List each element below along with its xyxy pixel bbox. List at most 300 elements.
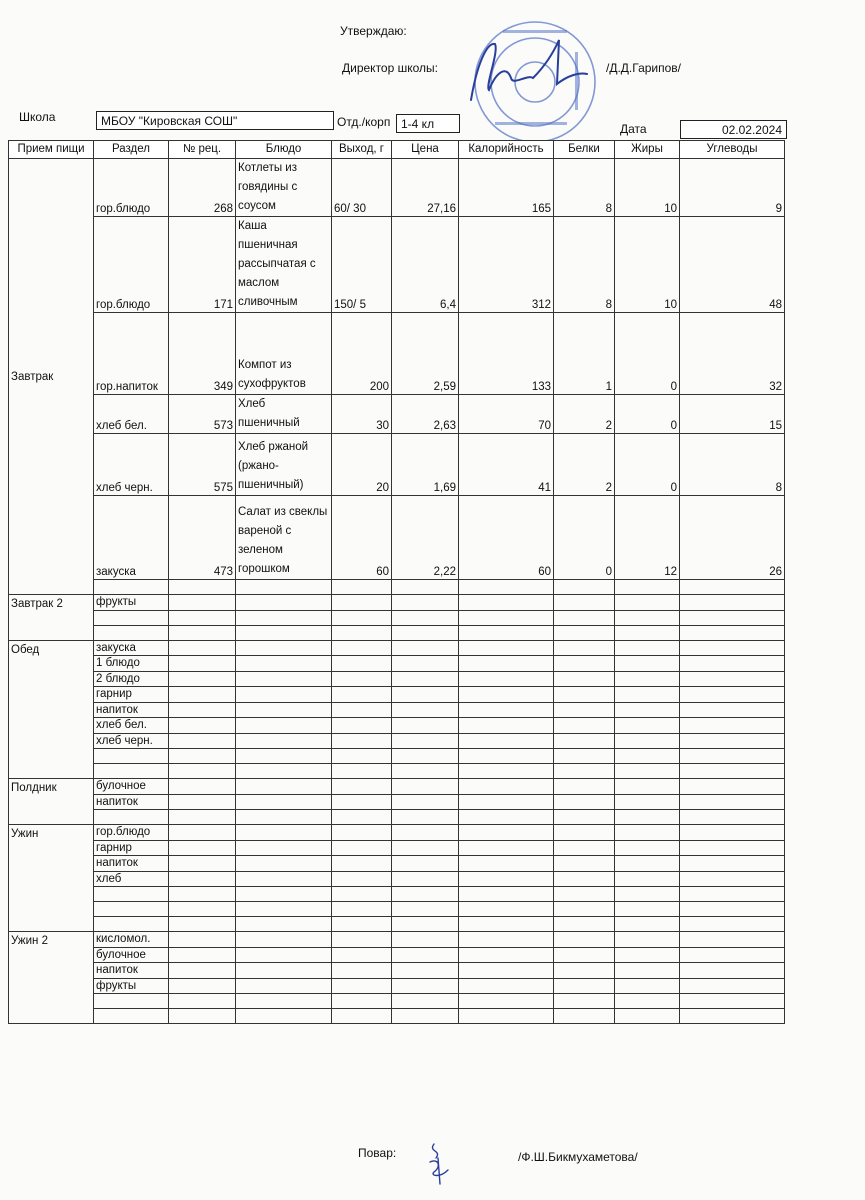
empty-cell[interactable] (169, 779, 236, 795)
date-field[interactable]: 02.02.2024 (680, 120, 787, 139)
empty-cell[interactable] (392, 702, 459, 718)
empty-cell[interactable] (392, 749, 459, 764)
empty-cell[interactable] (236, 994, 332, 1009)
empty-cell[interactable] (94, 887, 169, 902)
empty-cell[interactable] (236, 917, 332, 932)
empty-cell[interactable] (680, 963, 785, 979)
empty-cell[interactable] (392, 779, 459, 795)
empty-cell[interactable] (169, 749, 236, 764)
empty-cell[interactable] (615, 825, 680, 841)
empty-cell[interactable] (615, 656, 680, 672)
empty-cell[interactable] (392, 671, 459, 687)
cell-section[interactable]: гор.блюдо (94, 217, 169, 313)
empty-cell[interactable] (680, 749, 785, 764)
cell-kcal[interactable]: 41 (459, 434, 554, 496)
empty-cell[interactable] (615, 779, 680, 795)
empty-cell[interactable] (459, 1009, 554, 1024)
cell-yield[interactable]: 60 (332, 496, 392, 580)
cell-recipe[interactable]: 268 (169, 159, 236, 217)
empty-cell[interactable] (392, 871, 459, 887)
empty-cell[interactable] (392, 687, 459, 703)
empty-cell[interactable] (459, 794, 554, 810)
empty-cell[interactable] (169, 610, 236, 625)
empty-cell[interactable] (332, 656, 392, 672)
empty-cell[interactable] (169, 840, 236, 856)
empty-cell[interactable] (169, 718, 236, 734)
empty-cell[interactable] (169, 887, 236, 902)
empty-cell[interactable] (169, 932, 236, 948)
empty-cell[interactable] (236, 840, 332, 856)
empty-cell[interactable] (332, 1009, 392, 1024)
empty-cell[interactable] (332, 640, 392, 656)
empty-cell[interactable] (680, 947, 785, 963)
cell-yield[interactable]: 60/ 30 (332, 159, 392, 217)
empty-cell[interactable] (236, 625, 332, 640)
empty-cell[interactable] (94, 810, 169, 825)
empty-cell[interactable] (169, 702, 236, 718)
empty-cell[interactable] (459, 671, 554, 687)
empty-cell[interactable] (392, 1009, 459, 1024)
cell-carbs[interactable]: 9 (680, 159, 785, 217)
empty-cell[interactable] (554, 687, 615, 703)
cell-recipe[interactable]: 573 (169, 395, 236, 434)
empty-cell[interactable] (615, 963, 680, 979)
empty-cell[interactable] (615, 687, 680, 703)
empty-cell[interactable] (332, 810, 392, 825)
empty-cell[interactable] (680, 932, 785, 948)
empty-cell[interactable] (554, 840, 615, 856)
empty-cell[interactable] (459, 871, 554, 887)
cell-yield[interactable]: 30 (332, 395, 392, 434)
empty-cell[interactable] (459, 625, 554, 640)
empty-cell[interactable] (332, 749, 392, 764)
empty-cell[interactable] (236, 902, 332, 917)
empty-cell[interactable] (332, 595, 392, 611)
empty-cell[interactable] (680, 978, 785, 994)
column-header: Выход, г (332, 141, 392, 159)
empty-cell[interactable] (332, 671, 392, 687)
empty-cell[interactable] (554, 963, 615, 979)
empty-cell[interactable] (459, 733, 554, 749)
empty-cell[interactable] (332, 856, 392, 872)
empty-cell[interactable] (615, 749, 680, 764)
school-field[interactable]: МБОУ "Кировская СОШ" (96, 111, 334, 130)
empty-cell[interactable] (615, 733, 680, 749)
empty-cell[interactable] (615, 947, 680, 963)
empty-cell[interactable] (554, 887, 615, 902)
empty-cell[interactable] (554, 825, 615, 841)
empty-cell[interactable] (680, 994, 785, 1009)
empty-cell[interactable] (236, 887, 332, 902)
empty-cell[interactable] (94, 902, 169, 917)
cell-yield[interactable]: 20 (332, 434, 392, 496)
empty-cell[interactable] (680, 917, 785, 932)
empty-cell[interactable] (169, 1009, 236, 1024)
empty-cell[interactable] (169, 902, 236, 917)
cell-dish[interactable]: Компот из сухофруктов (236, 313, 332, 395)
empty-cell[interactable] (554, 779, 615, 795)
empty-cell[interactable] (615, 1009, 680, 1024)
empty-cell[interactable] (392, 840, 459, 856)
school-stamp (455, 12, 605, 147)
empty-cell[interactable] (169, 994, 236, 1009)
empty-cell[interactable] (332, 840, 392, 856)
cell-protein[interactable]: 8 (554, 159, 615, 217)
empty-cell[interactable] (236, 794, 332, 810)
cell-protein[interactable]: 8 (554, 217, 615, 313)
empty-cell[interactable] (459, 718, 554, 734)
cell-fat[interactable]: 10 (615, 217, 680, 313)
empty-cell[interactable] (169, 963, 236, 979)
empty-cell[interactable] (680, 902, 785, 917)
empty-cell[interactable] (680, 764, 785, 779)
empty-cell[interactable] (236, 718, 332, 734)
empty-cell[interactable] (332, 794, 392, 810)
empty-cell[interactable] (169, 687, 236, 703)
empty-cell[interactable] (392, 994, 459, 1009)
empty-cell[interactable] (554, 671, 615, 687)
empty-cell[interactable] (680, 825, 785, 841)
empty-cell[interactable] (392, 825, 459, 841)
empty-cell[interactable] (236, 978, 332, 994)
empty-cell[interactable] (680, 656, 785, 672)
cell-price[interactable]: 1,69 (392, 434, 459, 496)
empty-cell[interactable] (615, 887, 680, 902)
empty-cell[interactable] (459, 640, 554, 656)
empty-cell[interactable] (169, 595, 236, 611)
cell-protein[interactable]: 0 (554, 496, 615, 580)
empty-cell[interactable] (459, 978, 554, 994)
cell-carbs[interactable]: 8 (680, 434, 785, 496)
empty-cell[interactable] (392, 625, 459, 640)
table-row (9, 810, 785, 825)
empty-cell[interactable] (554, 595, 615, 611)
empty-cell[interactable] (332, 825, 392, 841)
empty-cell[interactable] (169, 871, 236, 887)
empty-cell[interactable] (680, 840, 785, 856)
cell-yield[interactable]: 150/ 5 (332, 217, 392, 313)
empty-cell[interactable] (554, 1009, 615, 1024)
empty-cell[interactable] (554, 978, 615, 994)
cell-kcal[interactable]: 60 (459, 496, 554, 580)
empty-cell[interactable] (615, 978, 680, 994)
empty-cell[interactable] (680, 794, 785, 810)
cell-kcal[interactable]: 312 (459, 217, 554, 313)
empty-cell[interactable] (459, 887, 554, 902)
empty-cell[interactable] (392, 963, 459, 979)
empty-cell[interactable] (236, 702, 332, 718)
empty-cell[interactable] (680, 733, 785, 749)
empty-cell[interactable] (554, 932, 615, 948)
empty-cell[interactable] (392, 917, 459, 932)
table-row (9, 1009, 785, 1024)
cell-price[interactable]: 2,59 (392, 313, 459, 395)
empty-cell[interactable] (554, 994, 615, 1009)
empty-cell[interactable] (554, 718, 615, 734)
empty-cell[interactable] (615, 625, 680, 640)
empty-cell[interactable] (392, 733, 459, 749)
cell-yield[interactable]: 200 (332, 313, 392, 395)
empty-cell[interactable] (236, 610, 332, 625)
empty-cell[interactable] (615, 718, 680, 734)
empty-cell[interactable] (459, 749, 554, 764)
empty-cell[interactable] (615, 671, 680, 687)
empty-cell[interactable] (94, 764, 169, 779)
empty-cell[interactable] (615, 932, 680, 948)
empty-cell[interactable] (169, 794, 236, 810)
empty-cell[interactable] (94, 1009, 169, 1024)
cell-kcal[interactable]: 133 (459, 313, 554, 395)
empty-cell[interactable] (680, 856, 785, 872)
empty-cell[interactable] (615, 994, 680, 1009)
cell-recipe[interactable]: 473 (169, 496, 236, 580)
empty-cell[interactable] (332, 718, 392, 734)
empty-cell[interactable] (236, 733, 332, 749)
empty-cell[interactable] (332, 902, 392, 917)
cell-section[interactable]: хлеб черн. (94, 434, 169, 496)
cell-kcal[interactable]: 165 (459, 159, 554, 217)
empty-cell[interactable] (554, 610, 615, 625)
cell-section[interactable]: закуска (94, 496, 169, 580)
empty-cell[interactable] (392, 595, 459, 611)
empty-cell[interactable] (680, 671, 785, 687)
cell-fat[interactable]: 12 (615, 496, 680, 580)
cell-carbs[interactable]: 26 (680, 496, 785, 580)
empty-cell[interactable] (392, 656, 459, 672)
empty-cell[interactable] (615, 595, 680, 611)
cell-section[interactable]: хлеб бел. (94, 395, 169, 434)
empty-cell[interactable] (680, 625, 785, 640)
empty-cell[interactable] (459, 856, 554, 872)
empty-cell[interactable] (236, 1009, 332, 1024)
empty-cell[interactable] (392, 902, 459, 917)
empty-cell[interactable] (236, 871, 332, 887)
empty-cell[interactable] (554, 947, 615, 963)
empty-cell[interactable] (459, 932, 554, 948)
empty-cell[interactable] (680, 810, 785, 825)
cell-recipe[interactable]: 349 (169, 313, 236, 395)
empty-cell[interactable] (94, 610, 169, 625)
cell-dish[interactable]: Хлеб ржаной (ржано-пшеничный) (236, 434, 332, 496)
empty-cell[interactable] (680, 702, 785, 718)
empty-cell[interactable] (94, 917, 169, 932)
cell-protein[interactable]: 2 (554, 434, 615, 496)
empty-cell[interactable] (236, 947, 332, 963)
empty-cell[interactable] (94, 625, 169, 640)
empty-cell[interactable] (615, 610, 680, 625)
cell-section: напиток (94, 856, 169, 872)
empty-cell[interactable] (169, 810, 236, 825)
empty-cell[interactable] (236, 671, 332, 687)
empty-cell[interactable] (459, 917, 554, 932)
cell-section[interactable]: гор.напиток (94, 313, 169, 395)
empty-cell[interactable] (169, 856, 236, 872)
empty-cell[interactable] (554, 749, 615, 764)
cell-carbs[interactable]: 15 (680, 395, 785, 434)
empty-cell[interactable] (680, 640, 785, 656)
cell-carbs[interactable]: 32 (680, 313, 785, 395)
empty-cell[interactable] (392, 810, 459, 825)
table-row (9, 764, 785, 779)
empty-cell[interactable] (459, 779, 554, 795)
empty-cell[interactable] (680, 779, 785, 795)
empty-cell[interactable] (332, 887, 392, 902)
empty-cell[interactable] (332, 978, 392, 994)
empty-cell[interactable] (332, 947, 392, 963)
empty-cell[interactable] (392, 764, 459, 779)
empty-cell[interactable] (459, 947, 554, 963)
empty-cell[interactable] (392, 856, 459, 872)
empty-cell[interactable] (169, 733, 236, 749)
empty-cell[interactable] (169, 671, 236, 687)
empty-cell[interactable] (392, 794, 459, 810)
cell-protein[interactable]: 2 (554, 395, 615, 434)
cell-protein[interactable]: 1 (554, 313, 615, 395)
empty-cell[interactable] (236, 656, 332, 672)
empty-cell[interactable] (392, 887, 459, 902)
empty-cell[interactable] (459, 687, 554, 703)
empty-cell[interactable] (459, 963, 554, 979)
empty-cell[interactable] (169, 825, 236, 841)
empty-cell[interactable] (554, 902, 615, 917)
empty-cell[interactable] (459, 764, 554, 779)
empty-cell[interactable] (459, 810, 554, 825)
cell-dish[interactable]: Салат из свеклы вареной с зеленом горошком (236, 496, 332, 580)
empty-cell[interactable] (615, 871, 680, 887)
empty-cell[interactable] (615, 764, 680, 779)
empty-cell[interactable] (459, 825, 554, 841)
empty-cell[interactable] (332, 779, 392, 795)
empty-cell[interactable] (392, 640, 459, 656)
empty-cell[interactable] (169, 947, 236, 963)
empty-cell[interactable] (332, 932, 392, 948)
empty-cell[interactable] (554, 656, 615, 672)
empty-cell[interactable] (459, 656, 554, 672)
empty-cell[interactable] (680, 887, 785, 902)
empty-cell[interactable] (236, 687, 332, 703)
empty-cell[interactable] (615, 917, 680, 932)
empty-cell[interactable] (615, 640, 680, 656)
empty-cell[interactable] (680, 718, 785, 734)
empty-cell[interactable] (236, 764, 332, 779)
empty-cell[interactable] (680, 687, 785, 703)
cell-carbs[interactable]: 48 (680, 217, 785, 313)
empty-cell[interactable] (615, 810, 680, 825)
empty-cell[interactable] (680, 871, 785, 887)
empty-cell[interactable] (459, 994, 554, 1009)
empty-cell[interactable] (459, 595, 554, 611)
empty-cell[interactable] (332, 917, 392, 932)
cell-fat[interactable]: 0 (615, 313, 680, 395)
cell-price[interactable]: 2,22 (392, 496, 459, 580)
empty-cell[interactable] (615, 856, 680, 872)
cell-price[interactable]: 2,63 (392, 395, 459, 434)
empty-cell[interactable] (680, 1009, 785, 1024)
cell-fat[interactable]: 0 (615, 434, 680, 496)
cell-price[interactable]: 27,16 (392, 159, 459, 217)
empty-cell[interactable] (392, 932, 459, 948)
empty-cell[interactable] (615, 794, 680, 810)
cell-section[interactable]: гор.блюдо (94, 159, 169, 217)
empty-cell[interactable] (236, 963, 332, 979)
cell-fat[interactable]: 0 (615, 395, 680, 434)
table-row (9, 978, 785, 994)
cell-recipe[interactable]: 171 (169, 217, 236, 313)
empty-cell[interactable] (554, 856, 615, 872)
empty-cell[interactable] (680, 595, 785, 611)
cell-dish[interactable]: Хлеб пшеничный (236, 395, 332, 434)
cell-dish[interactable]: Котлеты из говядины с соусом (236, 159, 332, 217)
empty-cell[interactable] (169, 625, 236, 640)
table-row (9, 994, 785, 1009)
empty-cell[interactable] (459, 902, 554, 917)
empty-cell[interactable] (554, 702, 615, 718)
empty-cell[interactable] (554, 764, 615, 779)
empty-cell[interactable] (332, 871, 392, 887)
empty-cell[interactable] (392, 978, 459, 994)
approve-label: Утверждаю: (340, 24, 407, 38)
empty-cell[interactable] (169, 917, 236, 932)
empty-cell[interactable] (169, 978, 236, 994)
empty-cell[interactable] (554, 794, 615, 810)
empty-cell[interactable] (615, 902, 680, 917)
cell-fat[interactable]: 10 (615, 159, 680, 217)
empty-cell[interactable] (236, 856, 332, 872)
cell-kcal[interactable]: 70 (459, 395, 554, 434)
empty-cell[interactable] (236, 595, 332, 611)
empty-cell[interactable] (459, 840, 554, 856)
empty-cell[interactable] (392, 947, 459, 963)
empty-cell[interactable] (169, 764, 236, 779)
empty-cell[interactable] (332, 625, 392, 640)
empty-cell[interactable] (332, 702, 392, 718)
empty-cell[interactable] (332, 764, 392, 779)
empty-cell[interactable] (392, 610, 459, 625)
cell-dish[interactable]: Каша пшеничная рассыпчатая с маслом сливочным (236, 217, 332, 313)
empty-cell[interactable] (169, 656, 236, 672)
empty-cell[interactable] (554, 733, 615, 749)
empty-cell[interactable] (332, 733, 392, 749)
empty-cell[interactable] (680, 610, 785, 625)
empty-cell[interactable] (236, 932, 332, 948)
empty-cell[interactable] (332, 610, 392, 625)
empty-cell[interactable] (615, 840, 680, 856)
empty-cell[interactable] (554, 871, 615, 887)
empty-cell[interactable] (392, 718, 459, 734)
empty-cell[interactable] (554, 917, 615, 932)
cell-recipe[interactable]: 575 (169, 434, 236, 496)
empty-cell[interactable] (459, 702, 554, 718)
empty-cell[interactable] (332, 963, 392, 979)
empty-cell[interactable] (554, 810, 615, 825)
empty-cell[interactable] (332, 687, 392, 703)
empty-cell[interactable] (554, 625, 615, 640)
cell-price[interactable]: 6,4 (392, 217, 459, 313)
empty-cell[interactable] (332, 994, 392, 1009)
empty-cell[interactable] (236, 749, 332, 764)
empty-cell[interactable] (236, 779, 332, 795)
empty-cell[interactable] (94, 994, 169, 1009)
empty-cell[interactable] (169, 640, 236, 656)
empty-cell[interactable] (236, 640, 332, 656)
empty-cell[interactable] (94, 749, 169, 764)
empty-cell[interactable] (236, 825, 332, 841)
dept-field[interactable]: 1-4 кл (396, 114, 460, 133)
empty-cell[interactable] (554, 640, 615, 656)
empty-cell[interactable] (459, 610, 554, 625)
empty-cell[interactable] (615, 702, 680, 718)
empty-cell[interactable] (236, 810, 332, 825)
